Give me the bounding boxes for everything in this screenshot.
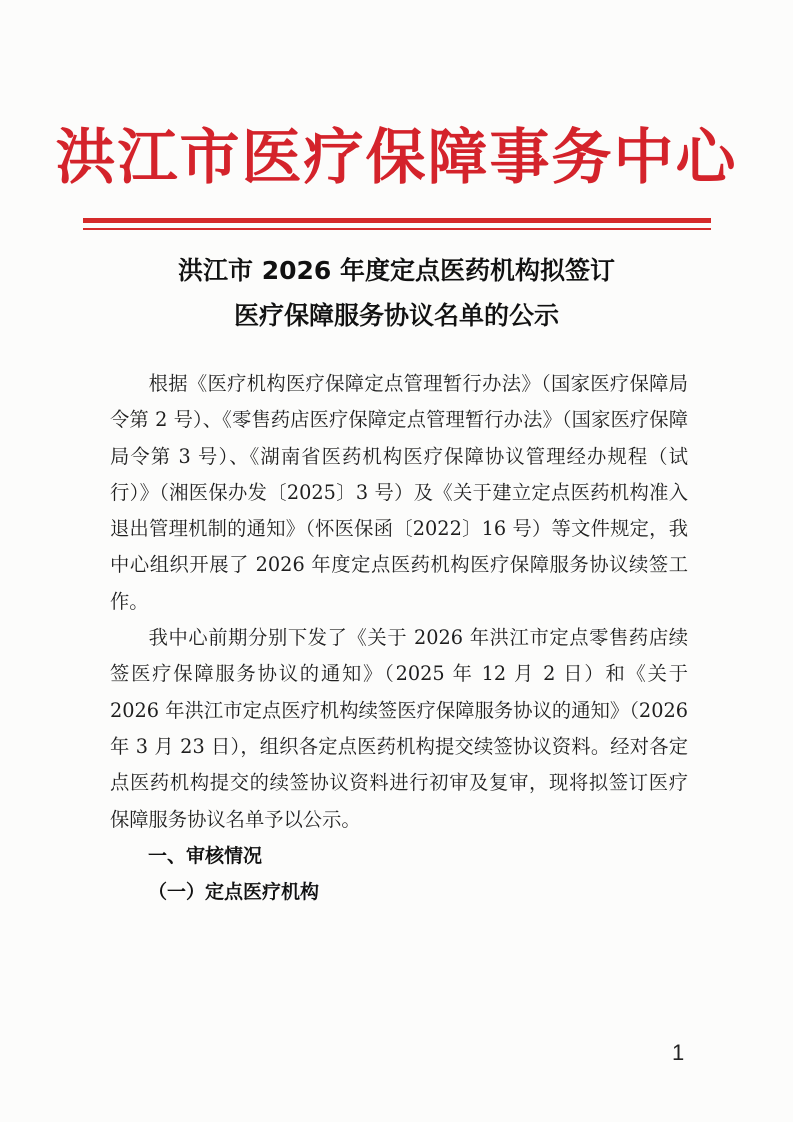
notice-body — [110, 366, 688, 910]
subsection-heading-medical-institutions: （一）定点医疗机构 — [148, 881, 320, 904]
letterhead-org-name: 洪江市医疗保障事务中心 — [55, 123, 738, 193]
section-heading-review: 一、审核情况 — [148, 844, 263, 867]
body-paragraph-1: 根据《医疗机构医疗保障定点管理暂行办法》（国家医疗保障局令第 2 号）、《零售药店医疗保障定点管理暂行办法》（国家医疗保障局令第 3 号）、《湖南省医药机构医疗保障协议管理经办规程（试行）》（湘医保办发〔2025〕3 号）及《关于建立定点医药机构准入退出管理机制的通知》（怀医保函〔2022〕16 号）等文件规定，我中心组织开展了 2026 年度定点医药机构医疗保障服务协议续签工作。 — [110, 372, 688, 613]
notice-title-line-1: 洪江市 2026 年度定点医药机构拟签订 — [178, 256, 615, 285]
page-number: 1 — [672, 1040, 685, 1065]
letterhead-red-rule-thin — [83, 228, 711, 230]
letterhead-red-rule-thick — [83, 218, 711, 223]
notice-title-line-2: 医疗保障服务协议名单的公示 — [233, 301, 559, 330]
body-paragraph-2: 我中心前期分别下发了《关于 2026 年洪江市定点零售药店续签医疗保障服务协议的通知》（2025 年 12 月 2 日）和《关于 2026 年洪江市定点医疗机构续签医疗保障服务协议的通知》（2026 年 3 月 23 日），组织各定点医药机构提交续签协议资料。经对各定点医药机构提交的续签协议资料进行初审及复审，现将拟签订医疗保障服务协议名单予以公示。 — [110, 626, 688, 831]
